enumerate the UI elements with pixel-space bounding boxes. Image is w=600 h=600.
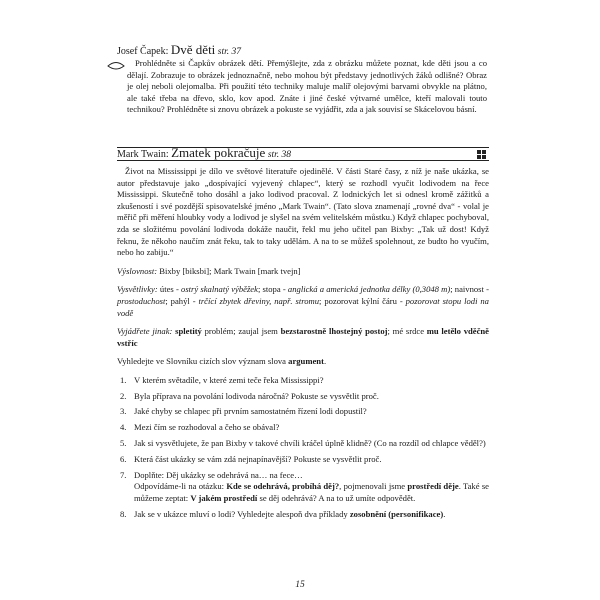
question-number: 3. (120, 406, 127, 417)
expl-term-4: ; pahýl (165, 295, 190, 306)
section1-page-ref: str. 37 (217, 47, 242, 57)
q8-text-3: . (443, 508, 446, 519)
pronunciation-label: Výslovnost: (117, 265, 158, 276)
explanations-note (117, 284, 489, 319)
express-text-4: ; mé srdce (387, 326, 425, 337)
question-text: Jak si vysvětlujete, že pan Bixby v takové chvíli kráčel úplně klidně? (Co na rozdíl od chlapce věděl?) (134, 438, 486, 449)
q7-bold-7: V jakém prostředí (190, 492, 258, 503)
section1-title: Dvě děti (170, 42, 216, 57)
expl-def-1: - ostrý skalnatý výběžek (175, 284, 258, 295)
grid-icon (477, 150, 486, 159)
expl-term-3: ; naivnost (450, 284, 484, 295)
section2-intro: Život na Mississippi je dílo ve světové literatuře ojedinělé. V části Staré časy, z níž je naše ukázka, se autor představuje jako „dospívající vyjevený chlapec“, který se rozhodl vyučit lodivodem na řece Mississippi. Skutečně toho dosáhl a jako lodivod pracoval. Z lodnických let si odnesl kromě zážitků a zkušeností i své pozdější spisovatelské jméno „Mark Twain“. (Tato slova znamenají „rovné dva“ - volal je měřič při měření hloubky vody a lodivod je slyšel na svém velitelském můstku.) Když chlapec pochyboval, zda se složitému povolání lodivoda dokáže naučit, řekl mu jeho učitel pan Bixby: „Tak už dost! Když řeknu, že někoho naučím znát řeku, tak to taky udělám. A na to se můžeš spolehnout, ze budto ho vyučím, nebo ho zabiju.“ (117, 166, 489, 258)
question-list (117, 375, 489, 520)
q7-text-4: , pojmenovali jsme (339, 481, 406, 492)
question-item-8 (117, 509, 489, 521)
question-number: 1. (120, 374, 127, 385)
expl-def-5: - pozorovat stopu lodi na vodě (117, 295, 489, 318)
expl-term-5: ; pozorovat kýlní čáru (319, 295, 397, 306)
eye-icon (107, 61, 125, 71)
pronunciation-note (117, 266, 489, 278)
page-number: 15 (295, 580, 305, 590)
q7-bold-5: prostředí děje (407, 481, 459, 492)
question-item (117, 406, 489, 418)
question-text: V kterém světadíle, v které zemi teče řeka Mississippi? (134, 374, 324, 385)
pronunciation-text: Bixby [biksbi]; Mark Twain [mark tvejn] (159, 265, 301, 276)
question-item (117, 391, 489, 403)
question-number: 4. (120, 422, 127, 433)
question-item-7 (117, 470, 489, 505)
q7-text-2: Odpovídáme-li na otázku: (134, 481, 225, 492)
question-item (117, 375, 489, 387)
q7-line-1: Doplňte: Děj ukázky se odehrává na… na fece… (134, 469, 303, 480)
question-number: 6. (120, 453, 127, 464)
expl-def-2: - anglická a americká jednotka délky (0,3048 m) (282, 284, 451, 295)
section1-body: Prohlédněte si Čapkův obrázek dětí. Přemýšlejte, zda z obrázku můžete poznat, kde děti jsou a co dělají. Zobrazuje to obrázek jednoznačně, nebo mohou být představy jednotlivých žáků odlišné? Obraz je olej neboli olejomalba. Při použití této techniky maluje malíř olejovými barvami obvykle na plátno, ale také třeba na dřevo, sklo, kov apod. Znáte i jiné české výtvarné umělce, kteří malovali touto technikou? Prohlédněte si znovu obrázek a pokuste se vyjádřit, zda a jak souvisí se Skácelovou básní. (127, 58, 487, 115)
dictionary-task (117, 356, 489, 368)
explanations-label: Vysvětlivky: (117, 284, 158, 295)
question-number: 7. (120, 469, 127, 480)
q8-bold-2: zosobnění (personifikace) (349, 508, 444, 519)
q7-text-6: . Také se můžeme zeptat: (134, 481, 489, 503)
section2-content (117, 166, 489, 524)
question-item (117, 438, 489, 450)
q8-text-1: Jak se v ukázce mluví o lodi? Vyhledejte alespoň dva příklady (134, 508, 348, 519)
express-term-5: mu letělo vděčně vstříc (117, 326, 489, 348)
express-label: Vyjádřete jinak: (117, 326, 173, 337)
q7-bold-3: Kde se odehrává, probíhá děj? (226, 481, 340, 492)
section2-title: Zmatek pokračuje (171, 145, 266, 160)
expl-def-4: - trčící zbytek dřeviny, např. stromu (192, 295, 320, 306)
section1-author: Josef Čapek: (117, 46, 169, 57)
express-term-1: spletitý (175, 326, 202, 337)
question-number: 2. (120, 390, 127, 401)
section1-heading (117, 42, 489, 58)
question-text: Která část ukázky se vám zdá nejnapínavější? Pokuste se vysvětlit proč. (134, 453, 382, 464)
question-item (117, 454, 489, 466)
q7-text-8: se děj odehrává? A na to už umíte odpovědět. (259, 492, 416, 503)
dictionary-text-3: . (323, 356, 327, 367)
dictionary-text-1: Vyhledejte ve Slovníku cizích slov význam slova (117, 356, 286, 367)
expl-term-1: útes (159, 284, 174, 295)
question-text: Mezi čím se rozhodoval a čeho se obával? (134, 422, 280, 433)
section2-page-ref: str. 38 (267, 150, 292, 160)
question-text: Jaké chyby se chlapec při prvním samostatném řízení lodi dopustil? (134, 406, 367, 417)
question-text: Byla příprava na povolání lodivoda náročná? Pokuste se vysvětlit proč. (134, 390, 379, 401)
heading-underline (117, 160, 489, 161)
dictionary-word: argument (288, 356, 324, 367)
section2-heading (117, 145, 489, 161)
express-term-3: bezstarostně lhostejný postoj (280, 326, 388, 337)
expl-term-2: ; stopa (257, 284, 281, 295)
express-text-2: problém; zaujal jsem (204, 326, 278, 337)
section2-author: Mark Twain: (117, 149, 169, 160)
question-number: 5. (120, 438, 127, 449)
expl-def-3: - prostoduchost (117, 284, 489, 306)
question-item (117, 422, 489, 434)
question-number: 8. (120, 508, 127, 519)
express-exercise (117, 326, 489, 349)
